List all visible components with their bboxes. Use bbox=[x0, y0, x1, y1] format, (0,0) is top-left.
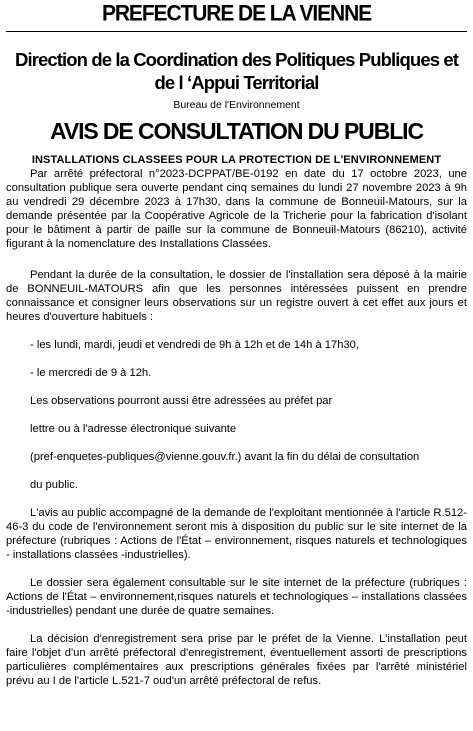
paragraph-consultation: Pendant la durée de la consultation, le dossier de l'installation sera déposé à la mairie de BONNEUIL-MATOURS afin que les personnes intéressées puissent en prendre connaissance et consigner leurs observations sur un registre ouvert à cet effet aux jours et heures d'ouverture habituels : bbox=[6, 269, 467, 323]
observations-line-3: (pref-enquetes-publiques@vienne.gouv.fr.) avant la fin du délai de consultation bbox=[30, 451, 420, 463]
hours-weekdays: - les lundi, mardi, jeudi et vendredi de 9h à 12h et de 14h à 17h30, bbox=[30, 339, 360, 351]
observations-line-1: Les observations pourront aussi être adressées au préfet par bbox=[30, 395, 333, 407]
observations-line-4: du public. bbox=[30, 479, 78, 491]
paragraph-online-file: Le dossier sera également consultable sur le site internet de la préfecture (rubriques : Actions de l'État – environnement,risques naturels et technologiques – installations classées -industrielles) pendant une durée de quatre semaines. bbox=[6, 577, 467, 617]
observations-line-2: lettre ou à l'adresse électronique suivante bbox=[30, 423, 237, 435]
paragraph-decision: La décision d'enregistrement sera prise par le préfet de la Vienne. L'installation peut faire l'objet d'un arrêté préfectoral d'enregistrement, éventuellement assorti de prescriptions particulières complémentaires aux prescriptions générales fixées par l'arrêté ministériel prévu au I de l'article L.521-7 oud'un arrêté préfectoral de refus. bbox=[6, 633, 467, 687]
title-divider bbox=[6, 31, 467, 32]
bureau-label: Bureau de l'Environnement bbox=[173, 99, 300, 111]
direction-title: Direction de la Coordination des Politiques Publiques et de l ‘Appui Territorial bbox=[15, 49, 458, 93]
notice-title: AVIS DE CONSULTATION DU PUBLIC bbox=[50, 118, 423, 144]
hours-wednesday: - le mercredi de 9 à 12h. bbox=[30, 367, 152, 379]
paragraph-decree: Par arrêté préfectoral n°2023-DCPPAT/BE-0192 en date du 17 octobre 2023, une consultation publique sera ouverte pendant cinq semaines du lundi 27 novembre 2023 à 9h au vendredi 29 décembre 2023 à 17h30, dans la commune de Bonneuil-Matours, sur la demande présentée par la Coopérative Agricole de la Tricherie pour la fabrication d'isolant pour le bâtiment à partir de paille sur la commune de Bonneuil-Matours (86210), activité figurant à la nomenclature des Installations Classées. bbox=[6, 168, 467, 250]
paragraph-online-notice: L'avis au public accompagné de la demande de l'exploitant mentionnée à l'article R.512-46-3 du code de l'environnement seront mis à disposition du public sur le site internet de la préfecture (rubriques : Actions de l'État – environnement, risques naturels et technologiques - installations classées -industrielles). bbox=[6, 507, 467, 561]
notice-subtitle: INSTALLATIONS CLASSEES POUR LA PROTECTION DE L'ENVIRONNEMENT bbox=[31, 154, 442, 166]
prefecture-title: PREFECTURE DE LA VIENNE bbox=[101, 1, 372, 26]
